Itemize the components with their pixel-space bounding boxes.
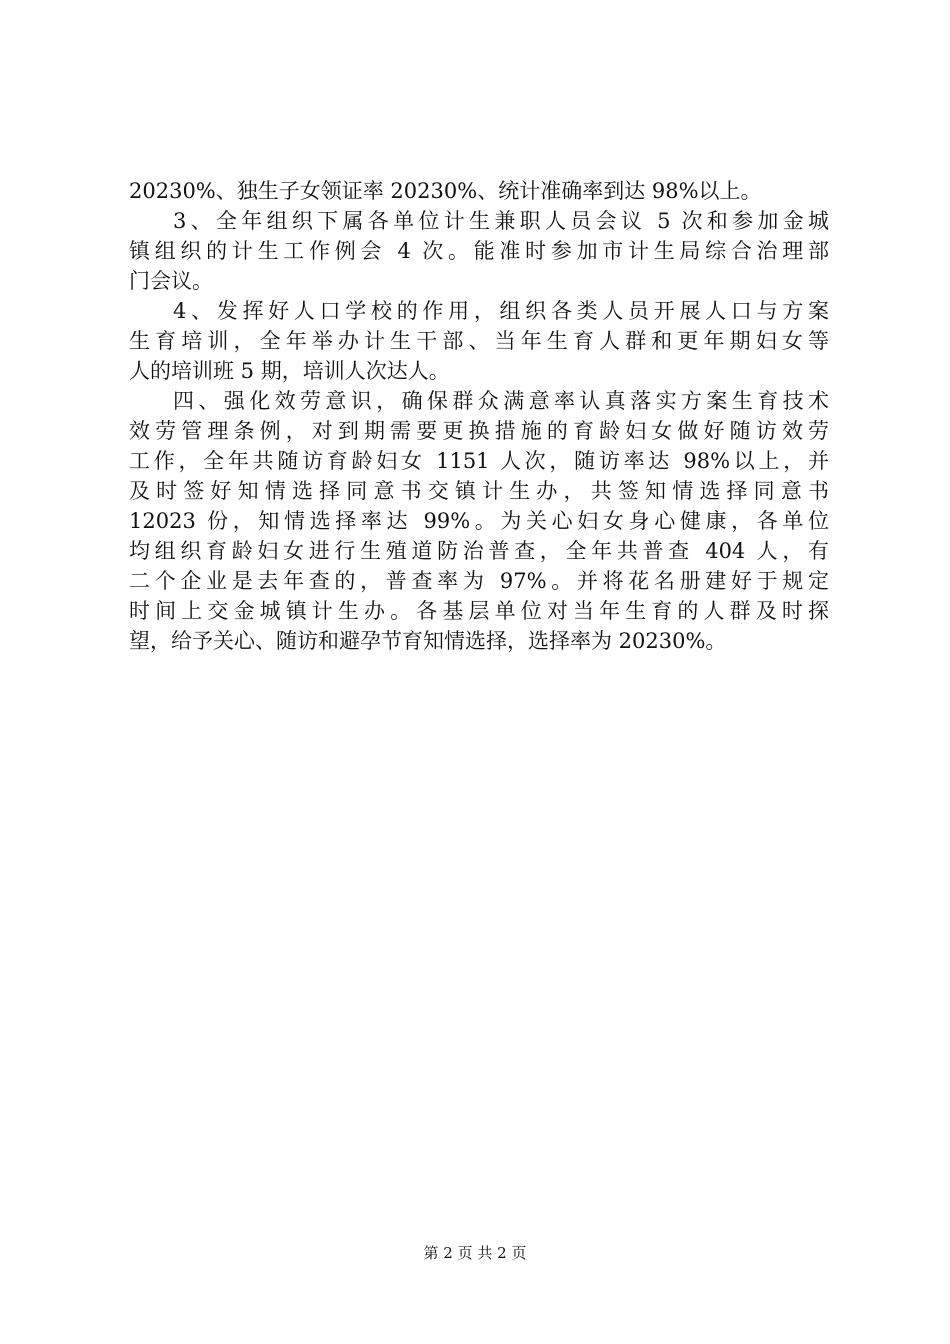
text-line: 门会议。 [129, 269, 213, 293]
text-line: 均组织育龄妇女进行生殖道防治普查，全年共普查 404 人，有 [129, 539, 829, 563]
text-line: 及时签好知情选择同意书交镇计生办，共签知情选择同意书 [129, 479, 829, 503]
text-line: 20230%、独生子女领证率 20230%、统计准确率到达 98%以上。 [129, 179, 762, 203]
text-line: 生育培训，全年举办计生干部、当年生育人群和更年期妇女等 [129, 329, 829, 353]
page-footer: 第 2 页 共 2 页 [423, 1244, 527, 1262]
text-line: 12023 份，知情选择率达 99%。为关心妇女身心健康，各单位 [129, 509, 829, 533]
text-line: 镇组织的计生工作例会 4 次。能准时参加市计生局综合治理部 [129, 239, 829, 263]
text-line: 望，给予关心、随访和避孕节育知情选择，选择率为 20230%。 [129, 629, 727, 653]
text-line: 工作，全年共随访育龄妇女 1151 人次，随访率达 98%以上，并 [129, 449, 829, 473]
text-line: 效劳管理条例，对到期需要更换措施的育龄妇女做好随访效劳 [129, 419, 829, 443]
text-line: 3、全年组织下属各单位计生兼职人员会议 5 次和参加金城 [173, 209, 829, 233]
text-line: 二个企业是去年查的，普查率为 97%。并将花名册建好于规定 [129, 569, 829, 593]
document-body [129, 176, 829, 656]
text-line: 4、发挥好人口学校的作用，组织各类人员开展人口与方案 [173, 299, 829, 323]
text-line: 人的培训班 5 期，培训人次达人。 [129, 359, 450, 383]
text-line: 四、强化效劳意识，确保群众满意率认真落实方案生育技术 [173, 389, 829, 413]
text-line: 时间上交金城镇计生办。各基层单位对当年生育的人群及时探 [129, 599, 829, 623]
